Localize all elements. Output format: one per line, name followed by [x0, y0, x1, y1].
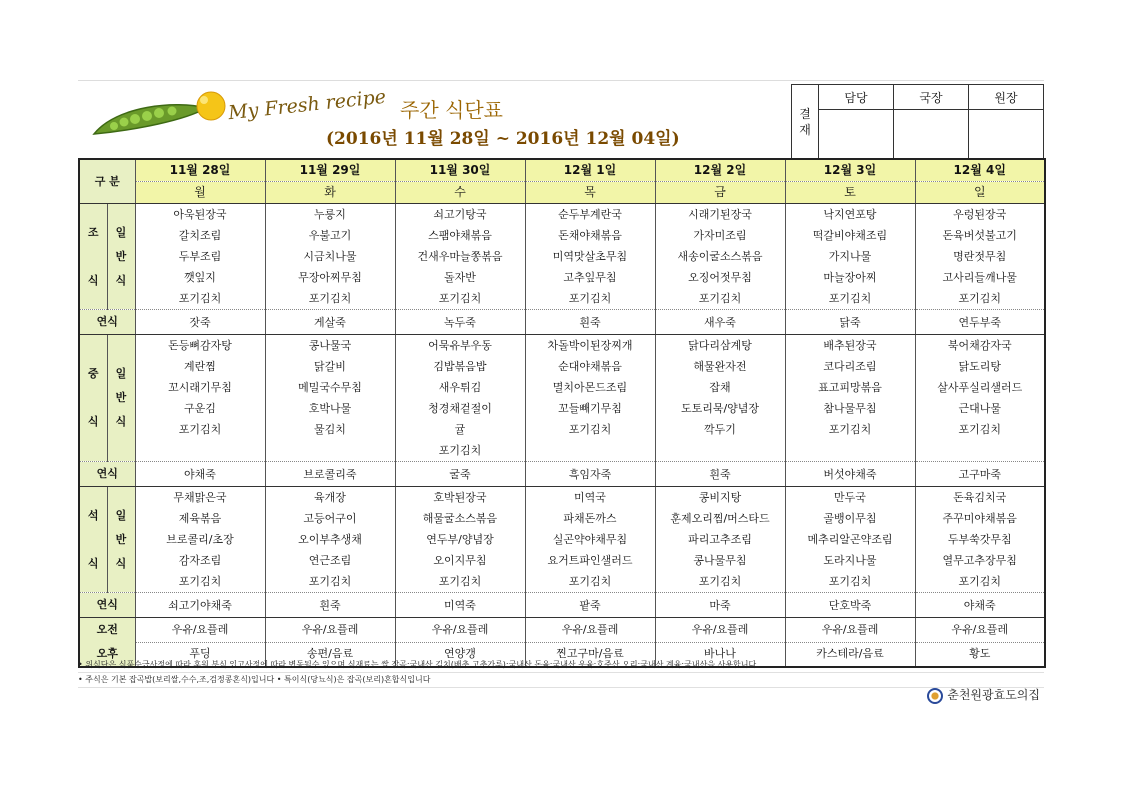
menu-item: 무채맑은국: [135, 487, 265, 509]
menu-item: 메추리알곤약조림: [785, 529, 915, 550]
menu-item: 포기김치: [395, 440, 525, 462]
menu-item: 코다리조림: [785, 356, 915, 377]
soft-menu-item: 버섯야채죽: [785, 462, 915, 487]
menu-item: 실곤약야채무침: [525, 529, 655, 550]
soft-menu-item: 야채죽: [915, 593, 1045, 618]
day-weekday: 월: [135, 182, 265, 204]
day-date: 12월 3일: [785, 159, 915, 182]
menu-item: 훈제오리찜/머스타드: [655, 508, 785, 529]
menu-item: 콩비지탕: [655, 487, 785, 509]
menu-item: 포기김치: [395, 288, 525, 310]
menu-item: 감자조림: [135, 550, 265, 571]
menu-item: 요거트파인샐러드: [525, 550, 655, 571]
dinner-meal-label: 석 식: [79, 487, 107, 593]
lunch-meal-label: 중 식: [79, 335, 107, 462]
menu-item: 오이지무침: [395, 550, 525, 571]
soft-menu-item: 흰죽: [265, 593, 395, 618]
menu-item: 근대나물: [915, 398, 1045, 419]
menu-item: 청경채겉절이: [395, 398, 525, 419]
menu-item: 차돌박이된장찌개: [525, 335, 655, 357]
menu-item: 호박된장국: [395, 487, 525, 509]
menu-item: 돈육김치국: [915, 487, 1045, 509]
soft-menu-item: 게살죽: [265, 310, 395, 335]
menu-item: 포기김치: [915, 419, 1045, 440]
menu-item: 우렁된장국: [915, 204, 1045, 226]
footnote-ingredients: • 위식단은 식품수급사정에 따라 후원 부식 입고사정에 따라 변동될수 있으며 식재료는 쌀,잡곡:국내산 김치(배추,고추가루):국내산 돈육:국내산 우육:호주산 오리:국내산 계육:국내산을 사용합니다.: [78, 658, 1044, 673]
approval-label: 결 재: [792, 85, 819, 159]
menu-item: 해물완자전: [655, 356, 785, 377]
menu-item: 건새우마늘쫑볶음: [395, 246, 525, 267]
menu-item: 마늘장아찌: [785, 267, 915, 288]
snack-item: 우유/요플레: [135, 618, 265, 643]
menu-item: 포기김치: [265, 288, 395, 310]
menu-item: 돈육버섯불고기: [915, 225, 1045, 246]
menu-item: 오징어젓무침: [655, 267, 785, 288]
menu-item: 살사푸실리샐러드: [915, 377, 1045, 398]
day-weekday: 목: [525, 182, 655, 204]
menu-item: 잡채: [655, 377, 785, 398]
approval-role: 담당: [819, 85, 894, 110]
menu-item: 아욱된장국: [135, 204, 265, 226]
menu-item: 꼬시래기무침: [135, 377, 265, 398]
snack-item: 우유/요플레: [915, 618, 1045, 643]
menu-item: 도라지나물: [785, 550, 915, 571]
menu-item: 쇠고기탕국: [395, 204, 525, 226]
day-date: 12월 1일: [525, 159, 655, 182]
snack-item: 우유/요플레: [395, 618, 525, 643]
menu-item: 스팸야채볶음: [395, 225, 525, 246]
soft-menu-item: 흑임자죽: [525, 462, 655, 487]
menu-item: 포기김치: [395, 571, 525, 593]
soft-menu-item: 흰죽: [655, 462, 785, 487]
soft-menu-item: 마죽: [655, 593, 785, 618]
menu-item: 주꾸미야채볶음: [915, 508, 1045, 529]
lunch-type-label: 일 반 식: [107, 335, 135, 462]
menu-item: 낙지연포탕: [785, 204, 915, 226]
menu-item: 순두부계란국: [525, 204, 655, 226]
approval-role: 국장: [894, 85, 969, 110]
approval-box: [791, 84, 1044, 159]
menu-item: 해물굴소스볶음: [395, 508, 525, 529]
menu-item: 가자미조림: [655, 225, 785, 246]
menu-item: [135, 440, 265, 462]
soft-menu-item: 단호박죽: [785, 593, 915, 618]
menu-item: 포기김치: [785, 571, 915, 593]
weekly-menu-table: [78, 158, 1046, 668]
menu-item: 포기김치: [785, 419, 915, 440]
menu-item: 골뱅이무침: [785, 508, 915, 529]
menu-item: 포기김치: [785, 288, 915, 310]
snack-item: 찐고구마/음료: [525, 642, 655, 667]
page-title: 주간 식단표: [400, 98, 503, 122]
menu-item: [525, 440, 655, 462]
day-date: 11월 30일: [395, 159, 525, 182]
facility-name: [927, 686, 1040, 704]
menu-item: 브로콜리/초장: [135, 529, 265, 550]
menu-item: 파리고추조림: [655, 529, 785, 550]
soft-menu-item: 연두부죽: [915, 310, 1045, 335]
menu-item: 우불고기: [265, 225, 395, 246]
menu-item: 어묵유부우동: [395, 335, 525, 357]
menu-item: 열무고추장무침: [915, 550, 1045, 571]
menu-item: 배추된장국: [785, 335, 915, 357]
menu-item: [655, 440, 785, 462]
menu-item: 멸치아몬드조림: [525, 377, 655, 398]
menu-item: 순대야채볶음: [525, 356, 655, 377]
menu-period: (2016년 11월 28일 ~ 2016년 12월 04일): [326, 129, 680, 149]
menu-item: 깻잎지: [135, 267, 265, 288]
menu-item: 포기김치: [135, 288, 265, 310]
signature-box[interactable]: [894, 110, 969, 159]
soft-menu-item: 잣죽: [135, 310, 265, 335]
day-date: 11월 29일: [265, 159, 395, 182]
menu-item: 만두국: [785, 487, 915, 509]
pea-pod-logo: [86, 86, 236, 146]
menu-item: [785, 440, 915, 462]
menu-item: 포기김치: [655, 571, 785, 593]
menu-item: 두부쑥갓무침: [915, 529, 1045, 550]
breakfast-type-label: 일 반 식: [107, 204, 135, 310]
snack-item: 우유/요플레: [265, 618, 395, 643]
day-weekday: 수: [395, 182, 525, 204]
facility-emblem-icon: [927, 688, 943, 704]
menu-item: 구운김: [135, 398, 265, 419]
menu-item: 돈등뼈감자탕: [135, 335, 265, 357]
footnote-staple: • 주식은 기본 잡곡밥(보리쌀,수수,조,검정콩혼식)입니다 • 특이식(당뇨식)은 잡곡(보리)혼합식입니다: [78, 673, 1044, 688]
soft-menu-item: 굴죽: [395, 462, 525, 487]
menu-item: 계란찜: [135, 356, 265, 377]
menu-item: 닭다리삼계탕: [655, 335, 785, 357]
menu-item: 육개장: [265, 487, 395, 509]
menu-sheet: [78, 80, 1044, 702]
menu-item: 새송이굴소스볶음: [655, 246, 785, 267]
snack-item: 바나나: [655, 642, 785, 667]
menu-item: 꼬들빼기무침: [525, 398, 655, 419]
menu-item: 콩나물무침: [655, 550, 785, 571]
menu-item: 호박나물: [265, 398, 395, 419]
day-weekday: 일: [915, 182, 1045, 204]
soft-menu-item: 브로콜리죽: [265, 462, 395, 487]
menu-item: 고등어구이: [265, 508, 395, 529]
menu-item: 가지나물: [785, 246, 915, 267]
breakfast-meal-label: 조 식: [79, 204, 107, 310]
lunch-soft-label: 연식: [79, 462, 135, 487]
menu-item: 포기김치: [915, 288, 1045, 310]
menu-item: [915, 440, 1045, 462]
menu-item: 포기김치: [265, 571, 395, 593]
soft-menu-item: 닭죽: [785, 310, 915, 335]
menu-item: 돌자반: [395, 267, 525, 288]
day-date: 12월 2일: [655, 159, 785, 182]
snack_am-label: 오전: [79, 618, 135, 643]
snack-item: 푸딩: [135, 642, 265, 667]
day-weekday: 토: [785, 182, 915, 204]
soft-menu-item: 새우죽: [655, 310, 785, 335]
menu-item: 콩나물국: [265, 335, 395, 357]
menu-item: 도토리묵/양념장: [655, 398, 785, 419]
snack-item: 카스테라/음료: [785, 642, 915, 667]
snack-item: 우유/요플레: [525, 618, 655, 643]
facility-label: 춘천원광효도의집: [947, 688, 1040, 702]
menu-item: 포기김치: [135, 571, 265, 593]
menu-item: 고추잎무침: [525, 267, 655, 288]
menu-item: [265, 440, 395, 462]
menu-item: 시래기된장국: [655, 204, 785, 226]
soft-menu-item: 고구마죽: [915, 462, 1045, 487]
day-date: 12월 4일: [915, 159, 1045, 182]
menu-item: 북어채감자국: [915, 335, 1045, 357]
corner-label: 구 분: [79, 159, 135, 204]
menu-item: 오이부추생채: [265, 529, 395, 550]
menu-item: 메밀국수무침: [265, 377, 395, 398]
snack-item: 우유/요플레: [785, 618, 915, 643]
dinner-soft-label: 연식: [79, 593, 135, 618]
menu-item: 표고피망볶음: [785, 377, 915, 398]
menu-item: 떡갈비야채조림: [785, 225, 915, 246]
menu-item: 포기김치: [525, 288, 655, 310]
menu-item: 물김치: [265, 419, 395, 440]
dinner-type-label: 일 반 식: [107, 487, 135, 593]
day-weekday: 화: [265, 182, 395, 204]
menu-item: 닭갈비: [265, 356, 395, 377]
soft-menu-item: 쇠고기야채죽: [135, 593, 265, 618]
menu-item: 시금치나물: [265, 246, 395, 267]
menu-item: 미역국: [525, 487, 655, 509]
snack-item: 연양갱: [395, 642, 525, 667]
snack-item: 우유/요플레: [655, 618, 785, 643]
menu-item: 김밥볶음밥: [395, 356, 525, 377]
menu-item: 깍두기: [655, 419, 785, 440]
menu-item: 갈치조림: [135, 225, 265, 246]
snack_pm-label: 오후: [79, 642, 135, 667]
soft-menu-item: 녹두죽: [395, 310, 525, 335]
footnotes: [78, 658, 1044, 688]
menu-item: 누룽지: [265, 204, 395, 226]
menu-item: 돈채야채볶음: [525, 225, 655, 246]
menu-item: 연두부/양념장: [395, 529, 525, 550]
menu-item: 명란젓무침: [915, 246, 1045, 267]
menu-item: 새우튀김: [395, 377, 525, 398]
menu-item: 귤: [395, 419, 525, 440]
menu-item: 포기김치: [525, 571, 655, 593]
approval-role: 원장: [969, 85, 1044, 110]
day-date: 11월 28일: [135, 159, 265, 182]
soft-menu-item: 팥죽: [525, 593, 655, 618]
snack-item: 황도: [915, 642, 1045, 667]
day-weekday: 금: [655, 182, 785, 204]
soft-menu-item: 야채죽: [135, 462, 265, 487]
menu-item: 두부조림: [135, 246, 265, 267]
snack-item: 송편/음료: [265, 642, 395, 667]
menu-item: 포기김치: [525, 419, 655, 440]
menu-item: 미역맛살초무침: [525, 246, 655, 267]
menu-item: 포기김치: [915, 571, 1045, 593]
signature-box[interactable]: [969, 110, 1044, 159]
soft-menu-item: 흰죽: [525, 310, 655, 335]
menu-item: 포기김치: [135, 419, 265, 440]
menu-item: 제육볶음: [135, 508, 265, 529]
signature-box[interactable]: [819, 110, 894, 159]
soft-menu-item: 미역죽: [395, 593, 525, 618]
header: [78, 80, 1044, 158]
menu-item: 참나물무침: [785, 398, 915, 419]
menu-item: 연근조림: [265, 550, 395, 571]
menu-item: 고사리들깨나물: [915, 267, 1045, 288]
brand-name: My Fresh recipe: [227, 85, 387, 125]
menu-item: 파채돈까스: [525, 508, 655, 529]
menu-item: 포기김치: [655, 288, 785, 310]
menu-item: 무장아찌무침: [265, 267, 395, 288]
menu-item: 닭도리탕: [915, 356, 1045, 377]
breakfast-soft-label: 연식: [79, 310, 135, 335]
